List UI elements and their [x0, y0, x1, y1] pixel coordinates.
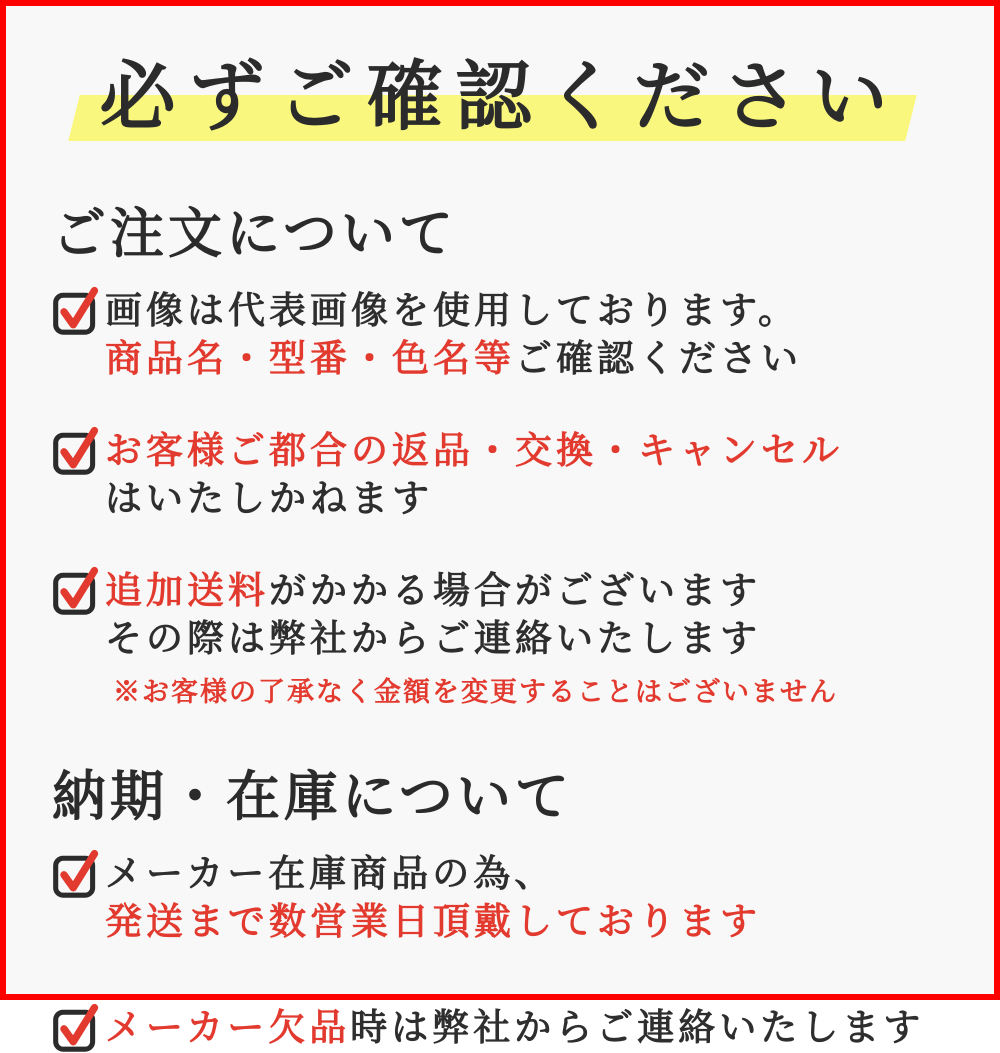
item-line: [105, 476, 843, 524]
list-item: [52, 428, 948, 524]
item-line: [105, 851, 761, 899]
item-text: [105, 568, 838, 709]
item-line: [105, 288, 802, 336]
item-line: [105, 899, 761, 947]
item-line: [105, 1005, 924, 1053]
item-text-segment: 画像は代表画像を使用しております。: [105, 291, 800, 332]
list-item: [52, 851, 948, 947]
list-item: [52, 1005, 948, 1053]
item-note: ※お客様の了承なく金額を変更することはございません: [113, 676, 838, 707]
item-text-segment: その際は弊社からご連絡いたします: [105, 619, 761, 661]
checked-checkbox-icon: [52, 424, 100, 476]
item-text: [105, 1005, 924, 1053]
item-text: [105, 851, 761, 947]
item-text-segment: メーカー在庫商品の為、: [105, 853, 556, 895]
item-text-segment-emphasis: 追加送料: [105, 571, 269, 613]
item-text-segment: がかかる場合がございます: [269, 571, 761, 613]
item-text: [105, 428, 843, 524]
section-heading-stock: 納期・在庫について: [52, 766, 573, 827]
checked-checkbox-icon: [52, 1001, 100, 1053]
item-line: [105, 336, 802, 384]
notice-content: [6, 191, 994, 1053]
item-text-segment-emphasis: 商品名・型番・色名等: [105, 339, 515, 381]
checked-checkbox-icon: [52, 564, 100, 616]
page-title-text: 必ずご確認ください: [99, 56, 901, 140]
section-heading-order: ご注文について: [52, 204, 457, 264]
checked-checkbox-icon: [52, 284, 100, 336]
list-item: [52, 288, 948, 384]
item-text-segment: 時は弊社からご連絡いたします: [350, 1007, 925, 1049]
item-text-segment-emphasis: お客様ご都合の返品・交換・キャンセル: [105, 431, 843, 473]
title-block: [96, 36, 905, 145]
checked-checkbox-icon: [52, 847, 100, 899]
item-text: [105, 288, 802, 384]
item-text-segment: ご確認ください: [515, 339, 802, 381]
item-line: [105, 616, 838, 664]
page-title: [6, 36, 994, 145]
list-item: [52, 568, 948, 709]
item-text-segment-emphasis: 発送まで数営業日頂戴しております: [105, 901, 761, 943]
item-text-segment: はいたしかねます: [105, 479, 433, 521]
item-line: [105, 428, 843, 476]
item-line: [105, 568, 838, 616]
item-text-segment-emphasis: メーカー欠品: [105, 1007, 351, 1049]
